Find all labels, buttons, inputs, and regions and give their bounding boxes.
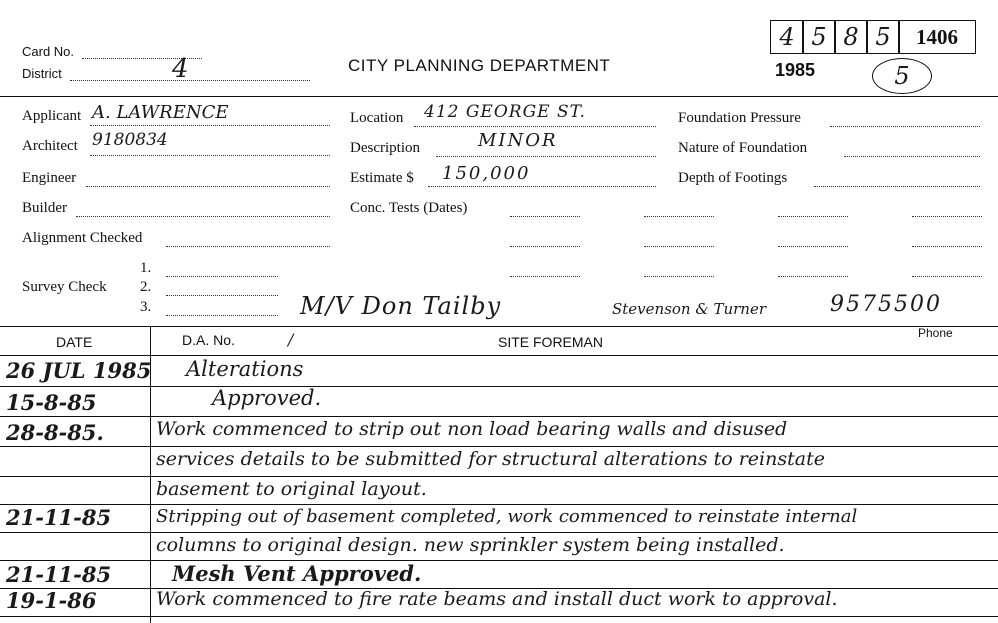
row-rule <box>0 560 998 561</box>
row-date: 28-8-85. <box>6 420 104 445</box>
ref-digit-box-1 <box>770 20 804 54</box>
district-value: 4 <box>172 54 189 84</box>
circled-number: 5 <box>894 62 910 90</box>
builder-label: Builder <box>22 200 67 216</box>
survey-2: 2. <box>140 279 152 295</box>
foreman-name: M/V Don Tailby <box>300 292 502 320</box>
row-rule <box>0 416 998 417</box>
district-label: District <box>22 66 62 81</box>
location-line <box>414 126 656 127</box>
applicant-value: A. LAWRENCE <box>92 102 229 123</box>
estimate-line <box>428 186 656 187</box>
builder-line <box>76 216 330 217</box>
nature-foundation-label: Nature of Foundation <box>678 140 808 156</box>
depth-footings-line <box>814 186 980 187</box>
ref-digit-box-2 <box>802 20 836 54</box>
survey-extra-3 <box>778 276 848 277</box>
description-value: MINOR <box>478 130 558 151</box>
row-text: Work commenced to strip out non load bearing walls and disused <box>156 418 788 440</box>
description-label: Description <box>350 140 420 156</box>
conc-line-3 <box>778 216 848 217</box>
row-text: services details to be submitted for structural alterations to reinstate <box>156 448 825 470</box>
nature-foundation-line <box>844 156 980 157</box>
ref-digit-box-4 <box>866 20 900 54</box>
estimate-label: Estimate $ <box>350 170 414 186</box>
district-line <box>70 80 310 81</box>
survey-line-2 <box>166 295 278 296</box>
ref-number-box <box>898 20 976 54</box>
col-foreman: SITE FOREMAN <box>498 334 604 350</box>
applicant-line <box>90 125 330 126</box>
engineer-line <box>86 186 330 187</box>
da-mark: / <box>288 330 294 349</box>
ref-digit-4: 5 <box>875 23 891 51</box>
ref-number: 1406 <box>916 25 958 49</box>
depth-footings-label: Depth of Footings <box>678 170 788 186</box>
align-line-1 <box>510 246 580 247</box>
survey-extra-2 <box>644 276 714 277</box>
survey-extra-1 <box>510 276 580 277</box>
alignment-line <box>166 246 330 247</box>
align-line-3 <box>778 246 848 247</box>
architect-label: Architect <box>22 138 78 154</box>
description-line <box>436 156 656 157</box>
row-rule <box>0 504 998 505</box>
ref-digit-3: 8 <box>843 23 859 51</box>
conc-line-1 <box>510 216 580 217</box>
engineer-label: Engineer <box>22 170 77 186</box>
ref-digit-1: 4 <box>779 23 795 51</box>
row-text: Stripping out of basement completed, work commenced to reinstate internal <box>156 506 858 527</box>
row-text: Mesh Vent Approved. <box>172 561 422 586</box>
row-rule <box>0 532 998 533</box>
row-date: 21-11-85 <box>6 505 112 530</box>
survey-line-1 <box>166 276 278 277</box>
row-rule <box>0 446 998 447</box>
row-text: Approved. <box>212 386 322 410</box>
row-rule <box>0 476 998 477</box>
row-date: 21-11-85 <box>6 562 112 587</box>
survey-line-3 <box>166 315 278 316</box>
foundation-pressure-label: Foundation Pressure <box>678 110 801 126</box>
year: 1985 <box>775 60 816 80</box>
architect-line <box>90 155 330 156</box>
align-line-2 <box>644 246 714 247</box>
row-date: 26 JUL 1985 <box>6 358 152 383</box>
header-rule <box>0 96 998 97</box>
foundation-pressure-line <box>830 126 980 127</box>
architect-value: 9180834 <box>92 130 168 150</box>
ref-digit-2: 5 <box>811 23 827 51</box>
circled-number-ring <box>872 58 932 94</box>
foreman-phone: 9575500 <box>830 292 942 317</box>
row-text: columns to original design. new sprinkler system being installed. <box>156 534 785 556</box>
card-no-label: Card No. <box>22 44 75 59</box>
row-rule <box>0 386 998 387</box>
conc-tests-label: Conc. Tests (Dates) <box>350 200 468 216</box>
applicant-label: Applicant <box>22 108 82 124</box>
location-value: 412 GEORGE ST. <box>424 102 586 122</box>
survey-1: 1. <box>140 260 152 276</box>
row-date: 19-1-86 <box>6 588 97 613</box>
col-da: D.A. No. <box>182 332 235 348</box>
ref-digit-box-3 <box>834 20 868 54</box>
survey-extra-4 <box>912 276 982 277</box>
estimate-value: 150,000 <box>442 163 531 184</box>
row-text: Work commenced to fire rate beams and install duct work to approval. <box>156 588 838 610</box>
alignment-label: Alignment Checked <box>22 230 143 246</box>
survey-label: Survey Check <box>22 279 107 295</box>
survey-3: 3. <box>140 299 152 315</box>
row-rule <box>0 616 998 617</box>
location-label: Location <box>350 110 404 126</box>
align-line-4 <box>912 246 982 247</box>
department-title: CITY PLANNING DEPARTMENT <box>348 56 611 75</box>
conc-line-2 <box>644 216 714 217</box>
row-text: basement to original layout. <box>156 478 427 500</box>
col-date: DATE <box>56 334 93 350</box>
phone-label: Phone <box>918 326 953 340</box>
conc-line-4 <box>912 216 982 217</box>
row-date: 15-8-85 <box>6 390 97 415</box>
foreman-company: Stevenson & Turner <box>612 300 767 318</box>
row-text: Alterations <box>186 357 304 381</box>
